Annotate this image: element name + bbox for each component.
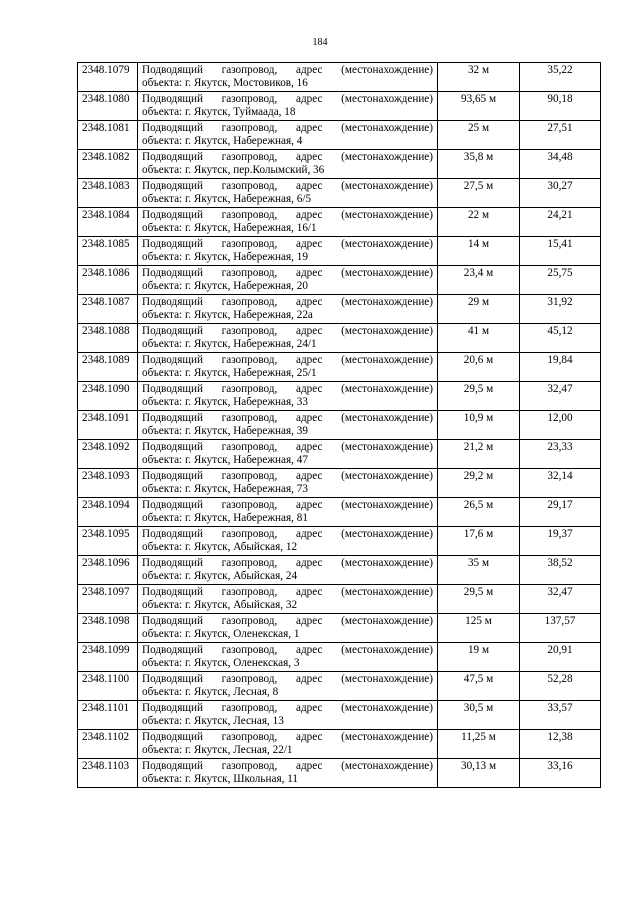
object-name-cell bbox=[138, 527, 438, 556]
table-row bbox=[78, 295, 601, 324]
object-name-line: Подводящий газопровод, адрес (местонахождение) bbox=[142, 702, 433, 714]
object-name-cell bbox=[138, 643, 438, 672]
object-name-cell bbox=[138, 179, 438, 208]
table-row bbox=[78, 730, 601, 759]
object-name-line: Подводящий газопровод, адрес (местонахождение) bbox=[142, 470, 433, 482]
object-name-line: Подводящий газопровод, адрес (местонахождение) bbox=[142, 64, 433, 76]
table-row bbox=[78, 237, 601, 266]
value-cell: 29,17 bbox=[520, 498, 601, 527]
table-row bbox=[78, 324, 601, 353]
object-name-line: Подводящий газопровод, адрес (местонахождение) bbox=[142, 238, 433, 250]
table-row bbox=[78, 179, 601, 208]
object-name-cell bbox=[138, 150, 438, 179]
length-cell: 125 м bbox=[438, 614, 520, 643]
table-row bbox=[78, 759, 601, 788]
length-cell: 17,6 м bbox=[438, 527, 520, 556]
table-row bbox=[78, 440, 601, 469]
object-address-line: объекта: г. Якутск, Абыйская, 12 bbox=[142, 541, 298, 553]
value-cell: 35,22 bbox=[520, 63, 601, 92]
object-address-line: объекта: г. Якутск, Набережная, 6/5 bbox=[142, 193, 312, 205]
object-name-cell bbox=[138, 614, 438, 643]
object-address-line: объекта: г. Якутск, Набережная, 33 bbox=[142, 396, 308, 408]
length-cell: 14 м bbox=[438, 237, 520, 266]
object-name-cell bbox=[138, 237, 438, 266]
object-name-line: Подводящий газопровод, адрес (местонахождение) bbox=[142, 93, 433, 105]
object-name-line: Подводящий газопровод, адрес (местонахождение) bbox=[142, 354, 433, 366]
object-name-line: Подводящий газопровод, адрес (местонахождение) bbox=[142, 383, 433, 395]
value-cell: 20,91 bbox=[520, 643, 601, 672]
length-cell: 93,65 м bbox=[438, 92, 520, 121]
table-row bbox=[78, 353, 601, 382]
length-cell: 35 м bbox=[438, 556, 520, 585]
object-name-line: Подводящий газопровод, адрес (местонахождение) bbox=[142, 180, 433, 192]
table-row bbox=[78, 585, 601, 614]
object-address-line: объекта: г. Якутск, Набережная, 19 bbox=[142, 251, 308, 263]
object-name-line: Подводящий газопровод, адрес (местонахождение) bbox=[142, 586, 433, 598]
registry-number-cell: 2348.1082 bbox=[78, 150, 138, 179]
registry-number-cell: 2348.1081 bbox=[78, 121, 138, 150]
object-name-line: Подводящий газопровод, адрес (местонахождение) bbox=[142, 151, 433, 163]
value-cell: 90,18 bbox=[520, 92, 601, 121]
object-name-line: Подводящий газопровод, адрес (местонахождение) bbox=[142, 673, 433, 685]
value-cell: 31,92 bbox=[520, 295, 601, 324]
length-cell: 19 м bbox=[438, 643, 520, 672]
object-address-line: объекта: г. Якутск, Абыйская, 24 bbox=[142, 570, 298, 582]
value-cell: 38,52 bbox=[520, 556, 601, 585]
length-cell: 30,13 м bbox=[438, 759, 520, 788]
registry-number-cell: 2348.1101 bbox=[78, 701, 138, 730]
registry-number-cell: 2348.1092 bbox=[78, 440, 138, 469]
object-name-cell bbox=[138, 440, 438, 469]
table-row bbox=[78, 208, 601, 237]
object-address-line: объекта: г. Якутск, Набережная, 25/1 bbox=[142, 367, 317, 379]
object-name-cell bbox=[138, 295, 438, 324]
registry-number-cell: 2348.1093 bbox=[78, 469, 138, 498]
value-cell: 19,84 bbox=[520, 353, 601, 382]
table-row bbox=[78, 63, 601, 92]
value-cell: 30,27 bbox=[520, 179, 601, 208]
object-address-line: объекта: г. Якутск, Набережная, 39 bbox=[142, 425, 308, 437]
length-cell: 32 м bbox=[438, 63, 520, 92]
value-cell: 32,47 bbox=[520, 585, 601, 614]
object-name-line: Подводящий газопровод, адрес (местонахождение) bbox=[142, 325, 433, 337]
length-cell: 27,5 м bbox=[438, 179, 520, 208]
table-row bbox=[78, 121, 601, 150]
object-name-line: Подводящий газопровод, адрес (местонахождение) bbox=[142, 499, 433, 511]
object-name-cell bbox=[138, 759, 438, 788]
object-address-line: объекта: г. Якутск, Школьная, 11 bbox=[142, 773, 298, 785]
value-cell: 19,37 bbox=[520, 527, 601, 556]
object-name-cell bbox=[138, 411, 438, 440]
object-name-cell bbox=[138, 730, 438, 759]
table-row bbox=[78, 469, 601, 498]
registry-number-cell: 2348.1100 bbox=[78, 672, 138, 701]
object-name-line: Подводящий газопровод, адрес (местонахождение) bbox=[142, 412, 433, 424]
table-row bbox=[78, 266, 601, 295]
registry-number-cell: 2348.1088 bbox=[78, 324, 138, 353]
length-cell: 21,2 м bbox=[438, 440, 520, 469]
value-cell: 32,14 bbox=[520, 469, 601, 498]
object-address-line: объекта: г. Якутск, Туймаада, 18 bbox=[142, 106, 296, 118]
value-cell: 33,16 bbox=[520, 759, 601, 788]
length-cell: 29 м bbox=[438, 295, 520, 324]
length-cell: 29,5 м bbox=[438, 585, 520, 614]
object-address-line: объекта: г. Якутск, Набережная, 4 bbox=[142, 135, 303, 147]
value-cell: 32,47 bbox=[520, 382, 601, 411]
value-cell: 15,41 bbox=[520, 237, 601, 266]
object-name-line: Подводящий газопровод, адрес (местонахождение) bbox=[142, 441, 433, 453]
length-cell: 47,5 м bbox=[438, 672, 520, 701]
object-name-line: Подводящий газопровод, адрес (местонахождение) bbox=[142, 760, 433, 772]
object-name-cell bbox=[138, 382, 438, 411]
object-address-line: объекта: г. Якутск, Оленекская, 1 bbox=[142, 628, 300, 640]
registry-number-cell: 2348.1084 bbox=[78, 208, 138, 237]
object-address-line: объекта: г. Якутск, Набережная, 81 bbox=[142, 512, 308, 524]
object-address-line: объекта: г. Якутск, Набережная, 22а bbox=[142, 309, 313, 321]
object-name-cell bbox=[138, 121, 438, 150]
value-cell: 34,48 bbox=[520, 150, 601, 179]
registry-number-cell: 2348.1095 bbox=[78, 527, 138, 556]
object-name-cell bbox=[138, 208, 438, 237]
registry-number-cell: 2348.1079 bbox=[78, 63, 138, 92]
registry-table bbox=[77, 62, 601, 788]
value-cell: 24,21 bbox=[520, 208, 601, 237]
length-cell: 26,5 м bbox=[438, 498, 520, 527]
registry-number-cell: 2348.1083 bbox=[78, 179, 138, 208]
object-name-cell bbox=[138, 556, 438, 585]
value-cell: 25,75 bbox=[520, 266, 601, 295]
object-address-line: объекта: г. Якутск, Набережная, 24/1 bbox=[142, 338, 317, 350]
object-address-line: объекта: г. Якутск, Оленекская, 3 bbox=[142, 657, 300, 669]
table-row bbox=[78, 527, 601, 556]
object-name-line: Подводящий газопровод, адрес (местонахождение) bbox=[142, 615, 433, 627]
object-name-cell bbox=[138, 63, 438, 92]
table-row bbox=[78, 150, 601, 179]
length-cell: 23,4 м bbox=[438, 266, 520, 295]
object-name-line: Подводящий газопровод, адрес (местонахождение) bbox=[142, 557, 433, 569]
value-cell: 52,28 bbox=[520, 672, 601, 701]
length-cell: 41 м bbox=[438, 324, 520, 353]
value-cell: 27,51 bbox=[520, 121, 601, 150]
table-row bbox=[78, 556, 601, 585]
table-row bbox=[78, 614, 601, 643]
value-cell: 137,57 bbox=[520, 614, 601, 643]
length-cell: 29,2 м bbox=[438, 469, 520, 498]
registry-number-cell: 2348.1094 bbox=[78, 498, 138, 527]
length-cell: 11,25 м bbox=[438, 730, 520, 759]
object-name-cell bbox=[138, 324, 438, 353]
table-row bbox=[78, 672, 601, 701]
object-address-line: объекта: г. Якутск, Лесная, 8 bbox=[142, 686, 279, 698]
length-cell: 30,5 м bbox=[438, 701, 520, 730]
length-cell: 20,6 м bbox=[438, 353, 520, 382]
object-address-line: объекта: г. Якутск, пер.Колымский, 36 bbox=[142, 164, 325, 176]
object-name-cell bbox=[138, 92, 438, 121]
registry-number-cell: 2348.1090 bbox=[78, 382, 138, 411]
registry-number-cell: 2348.1099 bbox=[78, 643, 138, 672]
value-cell: 33,57 bbox=[520, 701, 601, 730]
value-cell: 45,12 bbox=[520, 324, 601, 353]
object-name-line: Подводящий газопровод, адрес (местонахождение) bbox=[142, 267, 433, 279]
object-name-line: Подводящий газопровод, адрес (местонахождение) bbox=[142, 528, 433, 540]
registry-number-cell: 2348.1091 bbox=[78, 411, 138, 440]
object-name-line: Подводящий газопровод, адрес (местонахождение) bbox=[142, 296, 433, 308]
object-name-cell bbox=[138, 585, 438, 614]
length-cell: 25 м bbox=[438, 121, 520, 150]
object-address-line: объекта: г. Якутск, Набережная, 73 bbox=[142, 483, 308, 495]
object-address-line: объекта: г. Якутск, Набережная, 47 bbox=[142, 454, 308, 466]
registry-number-cell: 2348.1086 bbox=[78, 266, 138, 295]
object-name-line: Подводящий газопровод, адрес (местонахождение) bbox=[142, 209, 433, 221]
length-cell: 29,5 м bbox=[438, 382, 520, 411]
table-row bbox=[78, 498, 601, 527]
value-cell: 12,38 bbox=[520, 730, 601, 759]
table-row bbox=[78, 411, 601, 440]
object-address-line: объекта: г. Якутск, Мостовиков, 16 bbox=[142, 77, 308, 89]
object-name-cell bbox=[138, 469, 438, 498]
length-cell: 10,9 м bbox=[438, 411, 520, 440]
registry-number-cell: 2348.1087 bbox=[78, 295, 138, 324]
object-name-cell bbox=[138, 672, 438, 701]
table-row bbox=[78, 382, 601, 411]
registry-number-cell: 2348.1080 bbox=[78, 92, 138, 121]
table-row bbox=[78, 701, 601, 730]
object-name-line: Подводящий газопровод, адрес (местонахождение) bbox=[142, 731, 433, 743]
object-address-line: объекта: г. Якутск, Набережная, 20 bbox=[142, 280, 308, 292]
table-row bbox=[78, 92, 601, 121]
object-name-cell bbox=[138, 353, 438, 382]
length-cell: 35,8 м bbox=[438, 150, 520, 179]
object-name-cell bbox=[138, 498, 438, 527]
page-number: 184 bbox=[312, 37, 328, 48]
registry-number-cell: 2348.1089 bbox=[78, 353, 138, 382]
value-cell: 12,00 bbox=[520, 411, 601, 440]
object-address-line: объекта: г. Якутск, Набережная, 16/1 bbox=[142, 222, 317, 234]
registry-table-body bbox=[78, 63, 601, 788]
registry-number-cell: 2348.1096 bbox=[78, 556, 138, 585]
registry-number-cell: 2348.1098 bbox=[78, 614, 138, 643]
object-name-cell bbox=[138, 266, 438, 295]
length-cell: 22 м bbox=[438, 208, 520, 237]
table-row bbox=[78, 643, 601, 672]
object-name-cell bbox=[138, 701, 438, 730]
registry-number-cell: 2348.1085 bbox=[78, 237, 138, 266]
object-name-line: Подводящий газопровод, адрес (местонахождение) bbox=[142, 122, 433, 134]
registry-number-cell: 2348.1097 bbox=[78, 585, 138, 614]
value-cell: 23,33 bbox=[520, 440, 601, 469]
registry-number-cell: 2348.1102 bbox=[78, 730, 138, 759]
object-name-line: Подводящий газопровод, адрес (местонахождение) bbox=[142, 644, 433, 656]
object-address-line: объекта: г. Якутск, Лесная, 22/1 bbox=[142, 744, 293, 756]
object-address-line: объекта: г. Якутск, Абыйская, 32 bbox=[142, 599, 298, 611]
registry-number-cell: 2348.1103 bbox=[78, 759, 138, 788]
object-address-line: объекта: г. Якутск, Лесная, 13 bbox=[142, 715, 284, 727]
